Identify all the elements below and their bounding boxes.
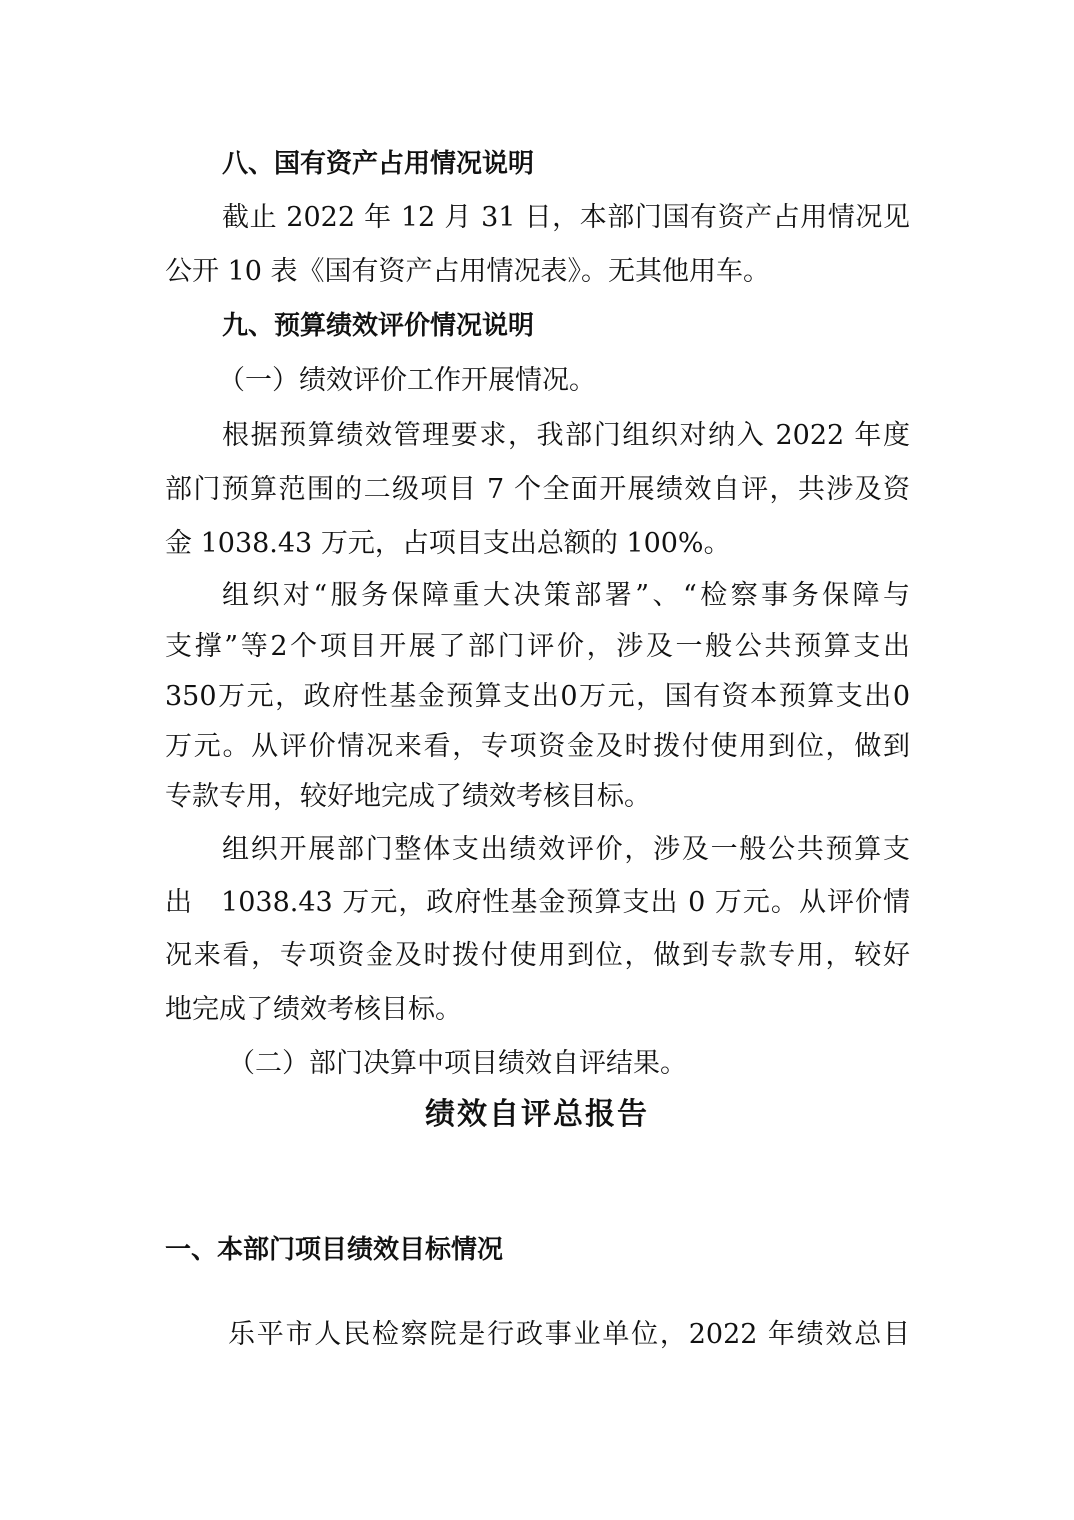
para1-line-1: 根据预算绩效管理要求，我部门组织对纳入 2022 年度 xyxy=(222,420,910,451)
para1-line-3: 金 1038.43 万元，占项目支出总额的 100%。 xyxy=(165,528,731,559)
section-8-line-2: 公开 10 表《国有资产占用情况表》。无其他用车。 xyxy=(165,256,771,287)
para3-line-4: 地完成了绩效考核目标。 xyxy=(165,994,462,1025)
para2-line-1: 组织对“服务保障重大决策部署”、“检察事务保障与 xyxy=(222,580,910,611)
para1-line-2: 部门预算范围的二级项目 7 个全面开展绩效自评，共涉及资 xyxy=(165,474,910,505)
para3-line-1: 组织开展部门整体支出绩效评价，涉及一般公共预算支 xyxy=(222,834,910,865)
section-9-subheading-2: （二）部门决算中项目绩效自评结果。 xyxy=(228,1048,687,1079)
section-8-heading: 八、国有资产占用情况说明 xyxy=(222,149,535,179)
section-8-line-1: 截止 2022 年 12 月 31 日，本部门国有资产占用情况见 xyxy=(222,202,910,233)
para2-line-5: 专款专用，较好地完成了绩效考核目标。 xyxy=(165,781,651,812)
section-9-subheading-1: （一）绩效评价工作开展情况。 xyxy=(218,365,596,396)
para3-line-3: 况来看，专项资金及时拨付使用到位，做到专款专用，较好 xyxy=(165,940,910,971)
report-title: 绩效自评总报告 xyxy=(425,1097,649,1132)
para2-line-2: 支撑”等2个项目开展了部门评价，涉及一般公共预算支出 xyxy=(165,631,910,662)
para2-line-4: 万元。从评价情况来看，专项资金及时拨付使用到位，做到 xyxy=(165,731,910,762)
para2-line-3: 350万元，政府性基金预算支出0万元，国有资本预算支出0 xyxy=(165,681,910,712)
report-heading-1: 一、本部门项目绩效目标情况 xyxy=(165,1235,504,1265)
para3-line-2: 出 1038.43 万元，政府性基金预算支出 0 万元。从评价情 xyxy=(165,887,910,918)
section-9-heading: 九、预算绩效评价情况说明 xyxy=(222,311,535,341)
report-line-1: 乐平市人民检察院是行政事业单位，2022 年绩效总目 xyxy=(228,1319,910,1350)
